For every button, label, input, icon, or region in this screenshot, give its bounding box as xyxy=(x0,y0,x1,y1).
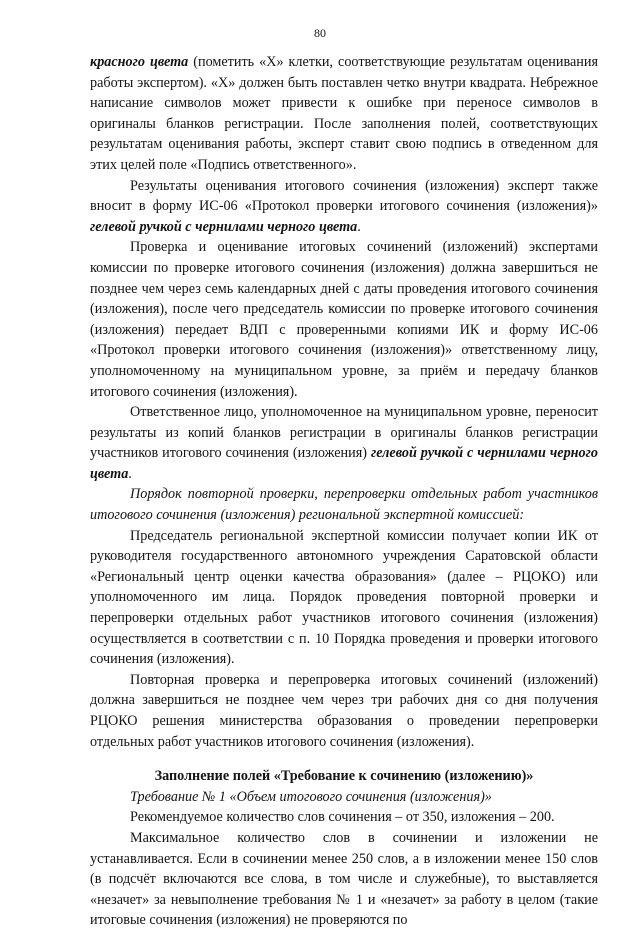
paragraph-7: Повторная проверка и перепроверка итоговых сочинений (изложений) должна завершиться не позднее чем через три рабочих дня со дня получения РЦОКО решения министерства образования о проведении перепроверки отдельных работ участников итогового сочинения (изложения). xyxy=(90,671,598,750)
paragraph-4 xyxy=(90,402,598,484)
page-number: 80 xyxy=(314,26,326,40)
emphasis-gel-pen: гелевой ручкой с чернилами черного цвета xyxy=(90,218,358,235)
paragraph-3: Проверка и оценивание итоговых сочинений (изложений) экспертами комиссии по проверке итогового сочинения (изложения) должна завершиться не позднее чем через семь календарных дней с даты проведения итогового сочинения (изложения), после чего председатель комиссии по проверке итогового сочинения (изложения) передает ВДП с проверенными копиями ИК и форму ИС-06 «Протокол проверки итогового сочинения (изложения)» ответственному лицу, уполномоченному на муниципальном уровне, за приём и передачу бланков итогового сочинения (изложения). xyxy=(90,239,598,400)
paragraph-4-end: . xyxy=(128,465,132,482)
paragraph-2-end: . xyxy=(357,218,361,235)
paragraph-9: Максимальное количество слов в сочинении и изложении не устанавливается. Если в сочинении менее 250 слов, а в изложении менее 150 слов (в подсчёт включаются все слова, в том числе и служебные), то выставляется «незачет» за невыполнение требования № 1 и «незачет» за работу в целом (такие итоговые сочинения (изложения) не проверяются по xyxy=(90,829,598,929)
paragraph-6: Председатель региональной экспертной комиссии получает копии ИК от руководителя государственного автономного учреждения Саратовской области «Региональный центр оценки качества образования» (далее – РЦОКО) или уполномоченного им лица. Порядок проведения повторной проверки и перепроверки отдельных работ участников итогового сочинения (изложения) осуществляется в соответствии с п. 10 Порядка проведения и проверки итогового сочинения (изложения). xyxy=(90,527,598,668)
emphasis-red-color: красного цвета xyxy=(90,54,189,70)
procedure-subheading: Порядок повторной проверки, перепроверки отдельных работ участников итогового сочинения (изложения) региональной экспертной комиссией: xyxy=(90,486,598,524)
paragraph-8: Рекомендуемое количество слов сочинения – от 350, изложения – 200. xyxy=(130,809,555,826)
body-text xyxy=(90,52,598,931)
requirement-1-title: Требование № 1 «Объем итогового сочинения (изложения)» xyxy=(130,788,492,805)
emphasis-gel-pen-2: гелевой ручкой с чернилами черного цвета xyxy=(90,445,598,482)
paragraph-1 xyxy=(90,52,598,176)
paragraph-2 xyxy=(90,176,598,238)
paragraph-2-text: Результаты оценивания итогового сочинения (изложения) эксперт также вносит в форму ИС-06 «Протокол проверки итогового сочинения (изложения)» xyxy=(90,177,598,215)
paragraph-4-text: Ответственное лицо, уполномоченное на муниципальном уровне, переносит результаты из копий бланков регистрации в оригиналы бланков регистрации участников итогового сочинения (изложения) xyxy=(90,404,598,462)
paragraph-1-text: (пометить «Х» клетки, соответствующие результатам оценивания работы экспертом). «Х» должен быть поставлен четко внутри квадрата. Небрежное написание символов может привести к ошибке при переносе символов в оригиналы бланков регистрации. После заполнения полей, соответствующих результатам оценивания работы, эксперт ставит свою подпись в отведенном для этих целей поле «Подпись ответственного». xyxy=(90,54,598,173)
section-heading: Заполнение полей «Требование к сочинению (изложению)» xyxy=(154,768,534,785)
